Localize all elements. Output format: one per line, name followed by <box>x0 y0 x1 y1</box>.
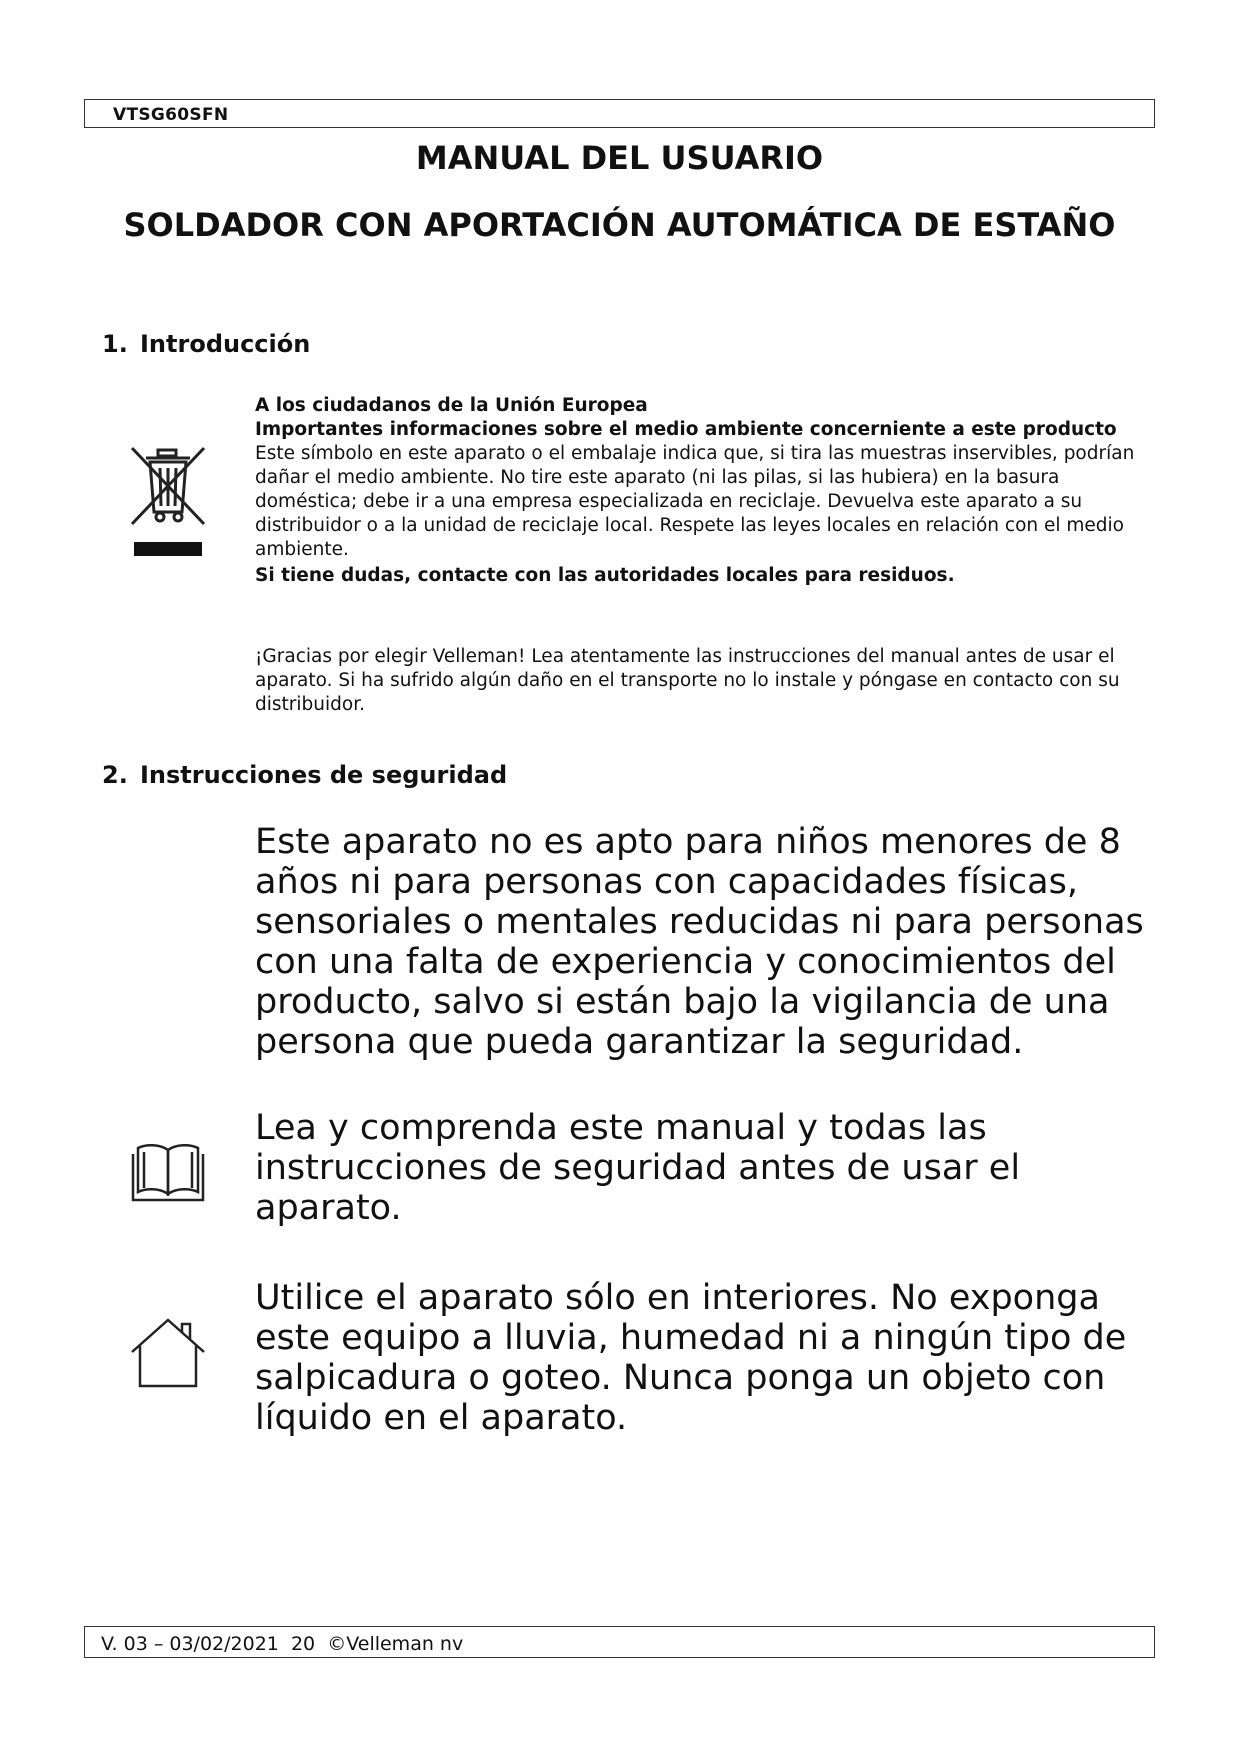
intro-block <box>255 394 1135 588</box>
safety-indoor <box>255 1278 1155 1438</box>
section-heading-introduccion <box>102 330 310 358</box>
weee-text: Este símbolo en este aparato o el embalaje indica que, si tira las muestras inservibles, podrían dañar el medio ambiente. No tire este aparato (ni las pilas, si las hubiera) en la basura doméstica; debe ir a una empresa especializada en reciclaje. Devuelva este aparato a su distribuidor o a la unidad de reciclaje local. Respete las leyes locales en relación con el medio ambiente. <box>255 443 1135 560</box>
safety-indoor-text: Utilice el aparato sólo en interiores. No exponga este equipo a lluvia, humedad ni a ningún tipo de salpicadura o goteo. Nunca ponga un objeto con líquido en el aparato. <box>255 1278 1127 1438</box>
product-title: SOLDADOR CON APORTACIÓN AUTOMÁTICA DE ESTAÑO <box>123 206 1116 244</box>
header-box <box>84 99 1155 128</box>
safety-read-manual <box>255 1108 1155 1228</box>
section-number: 2. <box>102 761 128 789</box>
open-book-icon <box>130 1140 206 1204</box>
section-heading-seguridad <box>102 761 507 789</box>
weee-bin-icon <box>126 444 210 564</box>
doubts-text: Si tiene dudas, contacte con las autoridades locales para residuos. <box>255 565 955 586</box>
safety-children <box>255 822 1155 1062</box>
section-number: 1. <box>102 330 128 358</box>
footer-text: V. 03 – 03/02/2021 20 ©Velleman nv <box>101 1633 464 1655</box>
footer-box <box>84 1626 1155 1658</box>
safety-children-text: Este aparato no es apto para niños menores de 8 años ni para personas con capacidades físicas, sensoriales o mentales reducidas ni para personas con una falta de experiencia y conocimientos del producto, salvo si están bajo la vigilancia de una persona que pueda garantizar la seguridad. <box>255 822 1144 1062</box>
safety-read-manual-text: Lea y comprenda este manual y todas las instrucciones de seguridad antes de usar el aparato. <box>255 1108 1021 1228</box>
thanks-block <box>255 645 1135 717</box>
house-icon <box>128 1316 208 1390</box>
section-title: Instrucciones de seguridad <box>140 761 508 789</box>
thanks-text: ¡Gracias por elegir Velleman! Lea atentamente las instrucciones del manual antes de usar el aparato. Si ha sufrido algún daño en el transporte no lo instale y póngase en contacto con su distribuidor. <box>255 646 1120 715</box>
environment-heading: Importantes informaciones sobre el medio ambiente concerniente a este producto <box>255 419 1117 440</box>
document-title: MANUAL DEL USUARIO <box>415 139 824 177</box>
model-number: VTSG60SFN <box>113 105 229 125</box>
eu-heading: A los ciudadanos de la Unión Europea <box>255 395 648 416</box>
section-title: Introducción <box>140 330 311 358</box>
